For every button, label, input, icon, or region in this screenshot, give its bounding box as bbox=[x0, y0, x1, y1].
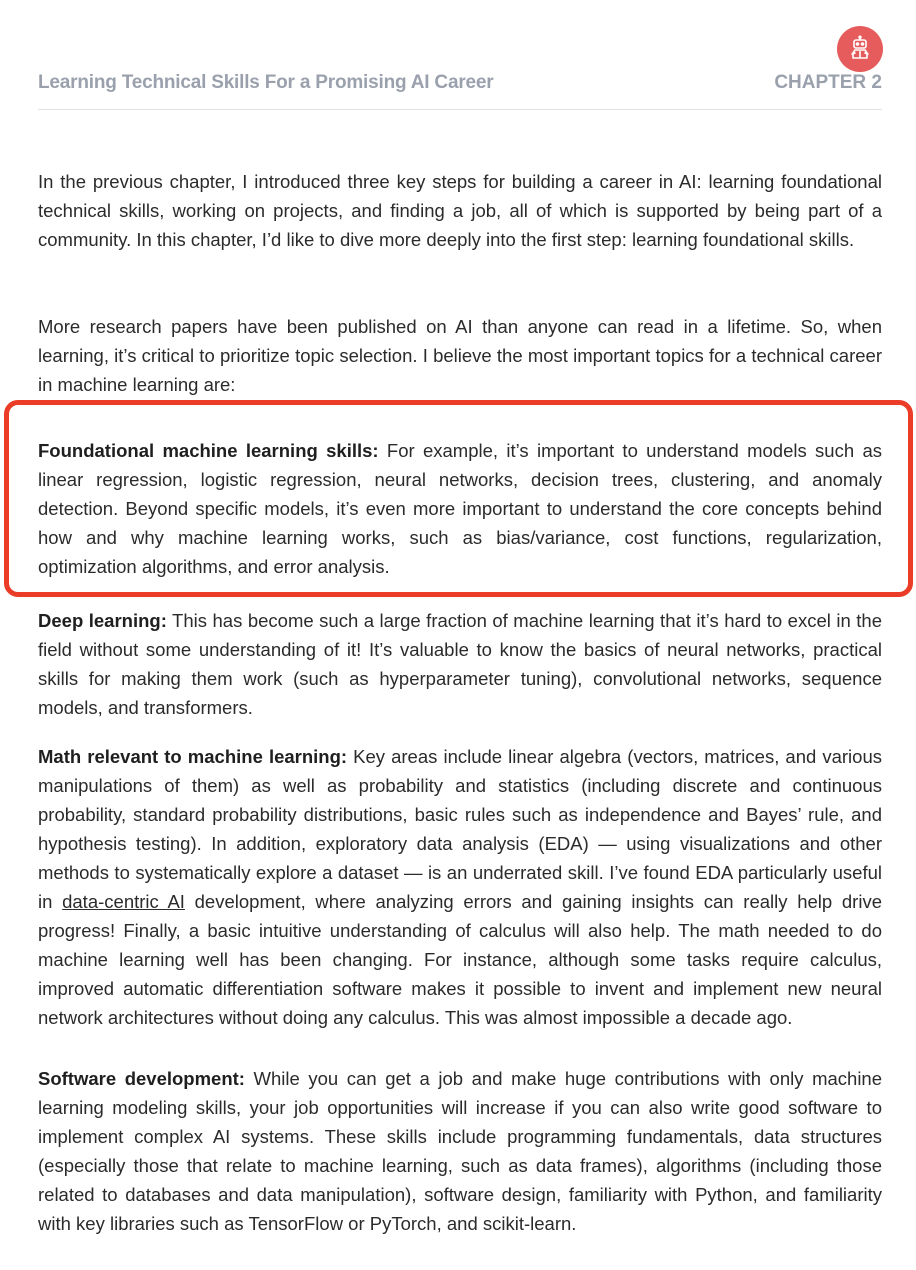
topic-body: Key areas include linear algebra (vectors, matrices, and various manipulations of them) as well as probability and statistics (including discrete and continuous probability, standard probability distributions, basic rules such as independence and Bayes’ rule, and hypothesis testing). In addition, exploratory data analysis (EDA) — using visualizations and other methods to systematically explore a dataset — is an underrated skill. I’ve found EDA particularly useful in bbox=[38, 746, 882, 912]
intro-paragraph-2: More research papers have been published on AI than anyone can read in a lifetime. So, when learning, it’s critical to prioritize topic selection. I believe the most important topics for a technical career in machine learning are: bbox=[38, 316, 882, 395]
data-centric-ai-link[interactable]: data-centric AI bbox=[62, 891, 185, 912]
topic-software bbox=[38, 1064, 882, 1238]
topic-heading: Foundational machine learning skills: bbox=[38, 440, 379, 461]
topic-math bbox=[38, 742, 882, 1032]
topic-heading: Deep learning: bbox=[38, 610, 167, 631]
topic-body: For example, it’s important to understand models such as linear regression, logistic regression, neural networks, decision trees, clustering, and anomaly detection. Beyond specific models, it’s even more important to understand the core concepts behind how and why machine learning works, such as bias/variance, cost functions, regularization, optimization algorithms, and error analysis. bbox=[38, 440, 882, 577]
topic-body: This has become such a large fraction of machine learning that it’s hard to excel in the field without some understanding of it! It’s valuable to know the basics of neural networks, practical skills for making them work (such as hyperparameter tuning), convolutional networks, sequence models, and transformers. bbox=[38, 610, 882, 718]
topic-heading: Math relevant to machine learning: bbox=[38, 746, 348, 767]
topic-body-continued: development, where analyzing errors and gaining insights can really help drive progress! Finally, a basic intuitive understanding of calculus will also help. The math needed to do machine learning well has been changing. For instance, although some tasks require calculus, improved automatic differentiation software makes it possible to invent and implement new neural network architectures without doing any calculus. This was almost impossible a decade ago. bbox=[38, 891, 882, 1028]
chapter-label: CHAPTER 2 bbox=[774, 72, 882, 93]
book-title: Learning Technical Skills For a Promising AI Career bbox=[38, 72, 494, 93]
topic-body: While you can get a job and make huge contributions with only machine learning modeling skills, your job opportunities will increase if you can also write good software to implement complex AI systems. These skills include programming fundamentals, data structures (especially those that relate to machine learning, such as data frames), algorithms (including those related to databases and data manipulation), software design, familiarity with Python, and familiarity with key libraries such as TensorFlow or PyTorch, and scikit-learn. bbox=[38, 1068, 883, 1234]
topic-heading: Software development: bbox=[38, 1068, 245, 1089]
chapter-logo bbox=[837, 26, 883, 72]
topic-deep-learning bbox=[38, 606, 882, 722]
topic-foundational bbox=[38, 436, 882, 581]
intro-paragraph-1: In the previous chapter, I introduced three key steps for building a career in AI: learning foundational technical skills, working on projects, and finding a job, all of which is supported by being part of a community. In this chapter, I’d like to dive more deeply into the first step: learning foundational skills. bbox=[38, 171, 882, 250]
robot-reading-icon bbox=[846, 35, 874, 63]
header-divider bbox=[38, 109, 882, 110]
